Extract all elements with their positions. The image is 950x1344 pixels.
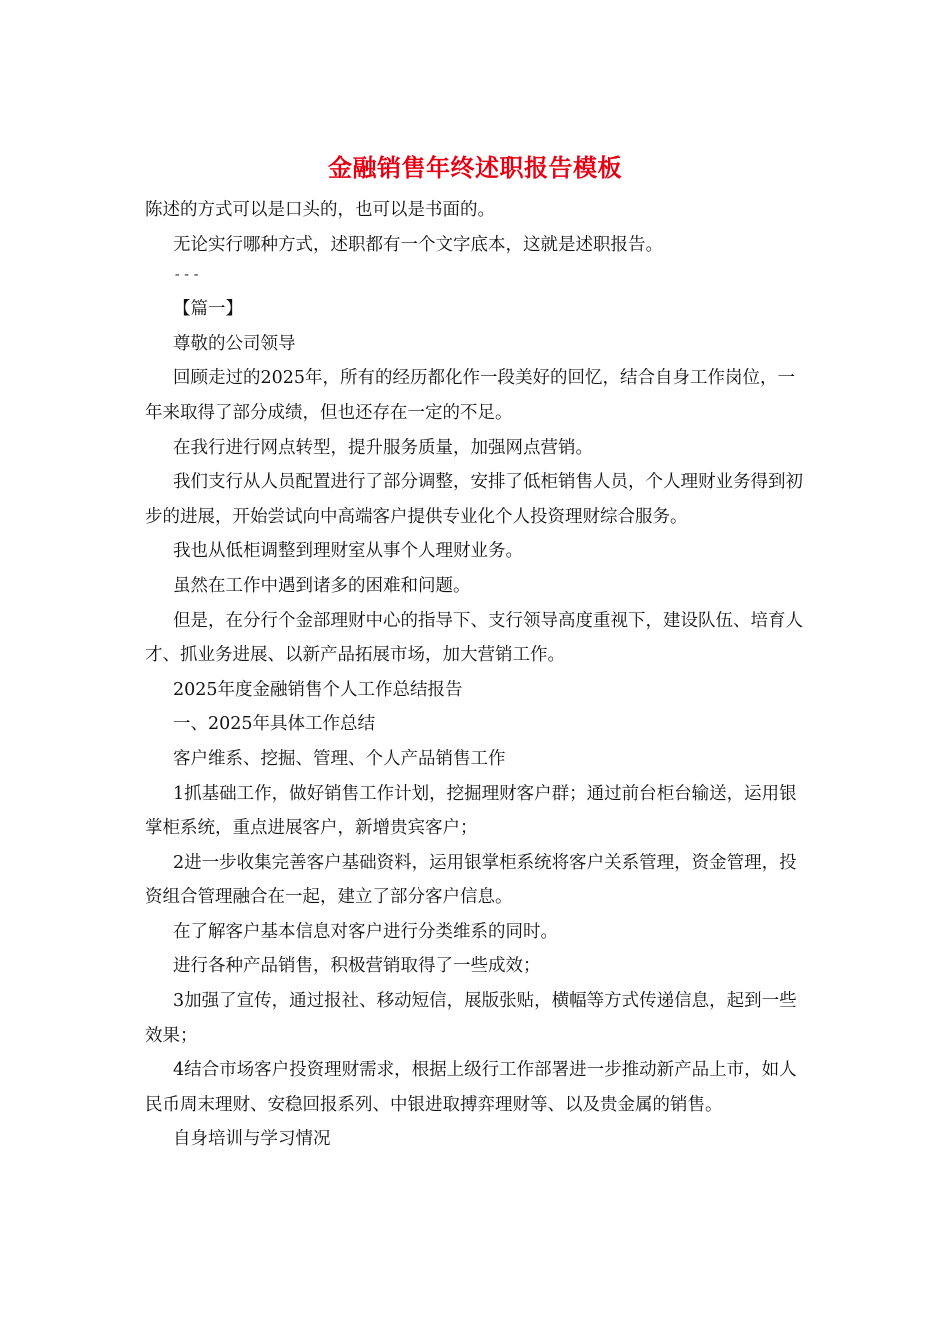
report-heading: 2025年度金融销售个人工作总结报告 bbox=[173, 679, 463, 700]
body-paragraph: 我也从低柜调整到理财室从事个人理财业务。 bbox=[173, 541, 523, 562]
separator-line: --- bbox=[173, 267, 202, 284]
body-paragraph: 在了解客户基本信息对客户进行分类维系的同时。 bbox=[173, 921, 558, 942]
subsection-heading: 自身培训与学习情况 bbox=[173, 1129, 331, 1150]
list-item: 2进一步收集完善客户基础资料，运用银掌柜系统将客户关系管理，资金管理，投资组合管理融合在一起，建立了部分客户信息。 bbox=[145, 852, 797, 908]
body-paragraph: 虽然在工作中遇到诸多的困难和问题。 bbox=[173, 575, 471, 596]
body-paragraph: 进行各种产品销售，积极营销取得了一些成效； bbox=[173, 956, 541, 977]
intro-paragraph: 陈述的方式可以是口头的，也可以是书面的。 bbox=[145, 200, 495, 220]
list-item: 1抓基础工作，做好销售工作计划，挖掘理财客户群；通过前台柜台输送，运用银掌柜系统，重点进展客户，新增贵宾客户； bbox=[145, 783, 797, 839]
subsection-heading: 一、2025年具体工作总结 bbox=[173, 714, 376, 735]
body-paragraph: 回顾走过的2025年，所有的经历都化作一段美好的回忆，结合自身工作岗位，一年来取得了部分成绩，但也还存在一定的不足。 bbox=[145, 368, 796, 423]
list-item: 3加强了宣传，通过报社、移动短信，展版张贴，横幅等方式传递信息，起到一些效果； bbox=[145, 991, 797, 1046]
list-item: 4结合市场客户投资理财需求，根据上级行工作部署进一步推动新产品上市，如人民币周末理财、安稳回报系列、中银进取搏弈理财等、以及贵金属的销售。 bbox=[145, 1060, 797, 1115]
body-paragraph: 但是，在分行个金部理财中心的指导下、支行领导高度重视下，建设队伍、培育人才、抓业务进展、以新产品拓展市场，加大营销工作。 bbox=[145, 610, 803, 666]
body-paragraph: 在我行进行网点转型，提升服务质量，加强网点营销。 bbox=[173, 437, 593, 458]
document-body bbox=[145, 193, 810, 1157]
intro-paragraph-2: 无论实行哪种方式，述职都有一个文字底本，这就是述职报告。 bbox=[173, 234, 663, 255]
salutation: 尊敬的公司领导 bbox=[173, 333, 296, 354]
subsection-heading: 客户维系、挖掘、管理、个人产品销售工作 bbox=[173, 748, 506, 769]
section-heading: 【篇一】 bbox=[173, 299, 243, 320]
document-title: 金融销售年终述职报告模板 bbox=[328, 153, 622, 182]
body-paragraph: 我们支行从人员配置进行了部分调整，安排了低柜销售人员，个人理财业务得到初步的进展，开始尝试向中高端客户提供专业化个人投资理财综合服务。 bbox=[145, 472, 803, 527]
